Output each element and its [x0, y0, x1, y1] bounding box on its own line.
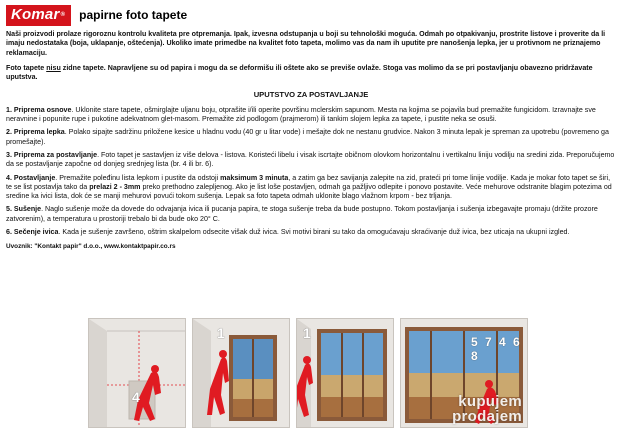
- step-3: 3. Priprema za postavljanje. Foto tapet je sastavljen iz više delova - listova. Koristeći libelu i visak iscrtajte običnom olovkom horizontalnu i vertikalnu liniju vodilju na sredini zida. Preporučujemo da se postavljanje započne od donjeg srednjeg lista (br. 4 ili br. 6).: [6, 150, 615, 169]
- figure-label: 1: [303, 325, 311, 341]
- figure-measuring: [88, 318, 186, 428]
- figure-first-sheet: [192, 318, 290, 428]
- figure-label: 4: [132, 389, 140, 405]
- intro-paragraph: Naši proizvodi prolaze rigoroznu kontrolu kvaliteta pre otpremanja. Ipak, izvesna odstupanja u boji su tehnološki moguća. Odmah po otpakivanju, prostrite listove i proverite da li imaju nedostataka (boja, uklapanje, oštećenja). Ukoliko imate primedbe na kvalitet foto tapeta, molimo vas da nam ih uputite pre nanošenja lepka, jer u protivnom ne priznajemo reklamaciju.: [6, 30, 606, 57]
- kupujemprodajem-watermark: kupujem prodajem: [452, 393, 522, 425]
- instructions-document: [6, 30, 616, 256]
- figure-label: 1: [217, 325, 225, 341]
- figure-label: 5 7 4 6 8: [471, 335, 522, 363]
- header: [6, 4, 187, 26]
- figure-next-sheets: [296, 318, 394, 428]
- step-6: 6. Sečenje ivica. Kada je sušenje završeno, oštrim skalpelom odsecite višak duž ivica. Svi motivi birani su tako da omogućavaju skraćivanje duž ivica, bez uticaja na ukupni izgled.: [6, 228, 570, 237]
- step-1: 1. Priprema osnove. Uklonite stare tapete, ošmirglajte uljanu boju, otprašite i/ili operite površinu mclerskim sapunom. Mesta na kojima se pojavila bud premažite fungicidom. Izravnajte sve neravnine i popunite rupe i pukotine adekvatnom glet-masom. Premažite zid podlogom (prajmerom) ili tankim slojem lepka za tapete, i pustite neka se osuši.: [6, 105, 596, 124]
- step-5: 5. Sušenje. Naglo sušenje može da dovede do odvajanja ivica ili pucanja papira, te stoga sušenje treba da bude postupno. Tokom postavljanja i sušenja izbegavajte promaju (držite prozore zatvorenim), a temperatura u prostoriji trebalo bi da bude oko 20° C.: [6, 205, 598, 223]
- komar-logo: Komar®: [6, 5, 71, 26]
- importer-note: Uvoznik: "Kontakt papir" d.o.o., www.kontaktpapir.co.rs: [6, 243, 176, 251]
- step-4: 4. Postavljanje. Premažite poleđinu lista lepkom i pustite da odstoji maksimum 3 minuta, a zatim ga bez savijanja zalepite na zid, prateći pri tome linije vodilje. Kada je mokar foto tapet se širi, te se list postavlja tako da prelazi 2 - 3mm preko prethodno zalepljenog. Ako je list loše postavljen, odmah ga pažljivo odlepite i ponovo postavite. Veće mehurove odstranite blagim potezima od sredine ka ivici lista, dok će se manji mehurovi povući tokom sušenja. Lepak sa foto tapeta odmah uklonite blago vlažnom krpom - bez trljanja.: [6, 173, 612, 201]
- installation-figures: [88, 318, 526, 428]
- step-2: 2. Priprema lepka. Polako sipajte sadržinu priložene kesice u hladnu vodu (40 gr u litar vode) i mešajte dok ne nestanu grudvice. Nakon 3 minuta lepak je spreman za upotrebu (povremeno ga promešajte).: [6, 128, 609, 146]
- notice-paragraph: Foto tapete nisu zidne tapete. Napravljene su od papira i mogu da se deformišu ili oštete ako se previše ovlaže. Stoga vas molimo da se pri postavljanju obavezno pridržavate uputstva.: [6, 63, 593, 82]
- instructions-heading: UPUTSTVO ZA POSTAVLJANJE: [253, 90, 369, 100]
- page-title: papirne foto tapete: [79, 8, 188, 22]
